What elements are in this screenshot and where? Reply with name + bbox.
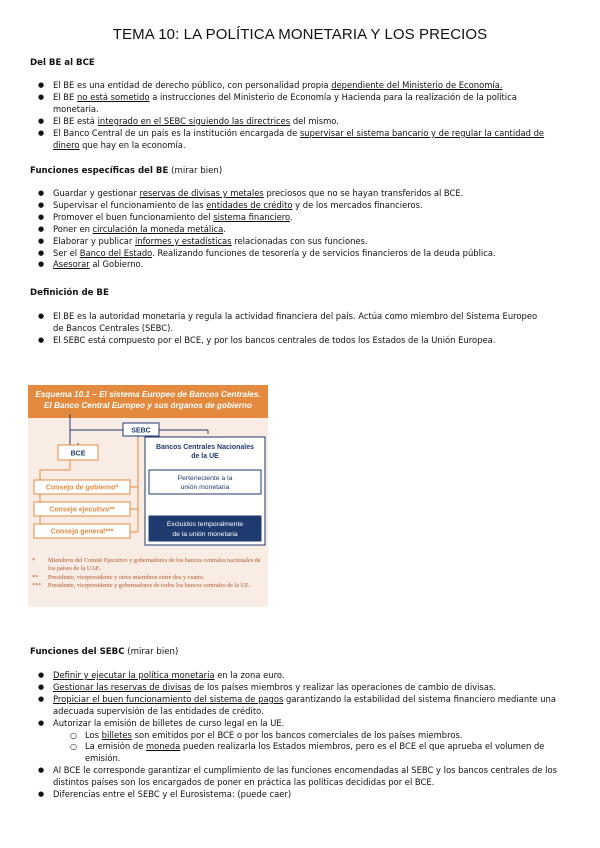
sub-list-item: ○ Los billetes son emitidos por el BCE o por los bancos comerciales de los países miembros.: [70, 730, 558, 742]
list-item: ● Elaborar y publicar informes y estadísticas relacionadas con sus funciones.: [38, 236, 558, 248]
excluidos-label-2: de la unión monetaria: [172, 531, 238, 538]
list-item: ● Propiciar el buen funcionamiento del sistema de pagos garantizando la estabilidad del sistema financiero mediante una adecuada supervisión de las entidades de crédito.: [38, 694, 558, 718]
list-item: ● El SEBC está compuesto por el BCE, y por los bancos centrales de todos los Estados de la Unión Europea.: [38, 335, 548, 347]
section-heading-del-be-al-bce: Del BE al BCE: [30, 58, 95, 68]
nacionales-label-2: de la UE: [191, 453, 219, 460]
consejo-ejecutivo-label: Consejo ejecutivo**: [49, 506, 115, 514]
sublist-emision: [53, 730, 558, 766]
list-item: ● Asesorar al Gobierno.: [38, 259, 558, 271]
list-item: ● Promover el buen funcionamiento del sistema financiero.: [38, 212, 558, 224]
pertenecientes-label-2: unión monetaria: [180, 484, 230, 491]
pertenecientes-label-1: Perteneciente a la: [177, 475, 233, 482]
note: ** Presidente, vicepresidente y otros miembros entre dos y cuatro.: [32, 573, 205, 581]
list-funciones-sebc: [38, 670, 558, 801]
section-heading-funciones-be: Funciones específicas del BE (mirar bien): [30, 166, 223, 176]
list-item: ● Al BCE le corresponde garantizar el cumplimiento de las funciones encomendadas al SEBC y los bancos centrales de los distintos países son los encargados de poner en práctica las políticas decididas por el BCE.: [38, 765, 558, 789]
list-item: ● El BE es una entidad de derecho público, con personalidad propia dependiente del Ministerio de Economía.: [38, 80, 548, 92]
note: *** Presidente, vicepresidente y gobernadores de todos los bancos centrales de la UE.: [32, 582, 251, 590]
list-item: ● Supervisar el funcionamiento de las entidades de crédito y de los mercados financieros.: [38, 200, 558, 212]
nacionales-label-1: Bancos Centrales Nacionales: [155, 444, 255, 451]
list-item: ● El BE es la autoridad monetaria y regula la actividad financiera del país. Actúa como miembro del Sistema Europeo de Bancos Centrales (SEBC).: [38, 311, 548, 335]
list-definicion-be: [38, 311, 548, 347]
consejo-gobierno-label: Consejo de gobierno*: [45, 484, 119, 492]
list-item: ● Ser el Banco del Estado. Realizando funciones de tesorería y de servicios financieros de la deuda pública.: [38, 248, 558, 260]
sebc-label: SEBC: [131, 427, 151, 435]
list-del-be-al-bce: [38, 80, 548, 151]
consejo-general-label: Consejo general***: [50, 528, 114, 536]
diagram-title: Esquema 10.1 – El sistema Europeo de Bancos Centrales. El Banco Central Europeo y sus órganos de gobierno: [28, 385, 268, 418]
page-title: TEMA 10: LA POLÍTICA MONETARIA Y LOS PRECIOS: [112, 26, 488, 43]
list-item: ● Poner en circulación la moneda metálica.: [38, 224, 558, 236]
note: * Miembros del Comité Ejecutivo y gobernadores de los bancos centrales nacionales de los países de la UAE.: [32, 557, 261, 573]
section-heading-definicion-be: Definición de BE: [30, 288, 109, 298]
list-item: ● Definir y ejecutar la política monetaria en la zona euro.: [38, 670, 558, 682]
sebc-diagram: [28, 385, 268, 607]
excluidos-label-1: Excluidos temporalmente: [166, 521, 244, 528]
section-heading-funciones-sebc: Funciones del SEBC (mirar bien): [30, 647, 179, 657]
list-item: ● Gestionar las reservas de divisas de los países miembros y realizar las operaciones de cambio de divisas.: [38, 682, 558, 694]
list-item: ● El BE está integrado en el SEBC siguiendo las directrices del mismo.: [38, 116, 548, 128]
list-item: ● Diferencias entre el SEBC y el Eurosistema: (puede caer): [38, 789, 558, 801]
diagram-notes: [32, 557, 266, 591]
list-item: ● El BE no está sometido a instrucciones del Ministerio de Economía y Hacienda para la realización de la política monetaria.: [38, 92, 548, 116]
sub-list-item: ○ La emisión de moneda pueden realizarla los Estados miembros, pero es el BCE el que aprueba el volumen de emisión.: [70, 741, 558, 765]
list-funciones-be: [38, 188, 558, 271]
list-item: ● Autorizar la emisión de billetes de curso legal en la UE. ○ Los billetes son emitidos por el BCE o por los bancos comerciales de los países miembros. ○ La emisión de moneda pueden realizarla los Estados miembros, pero es el BCE el que aprueba el volumen de emisión.: [38, 718, 558, 766]
list-item: ● El Banco Central de un país es la institución encargada de supervisar el sistema bancario y de regular la cantidad de dinero que hay en la economía.: [38, 128, 548, 152]
list-item: ● Guardar y gestionar reservas de divisas y metales preciosos que no se hayan transferidos al BCE.: [38, 188, 558, 200]
bce-label: BCE: [70, 450, 86, 458]
